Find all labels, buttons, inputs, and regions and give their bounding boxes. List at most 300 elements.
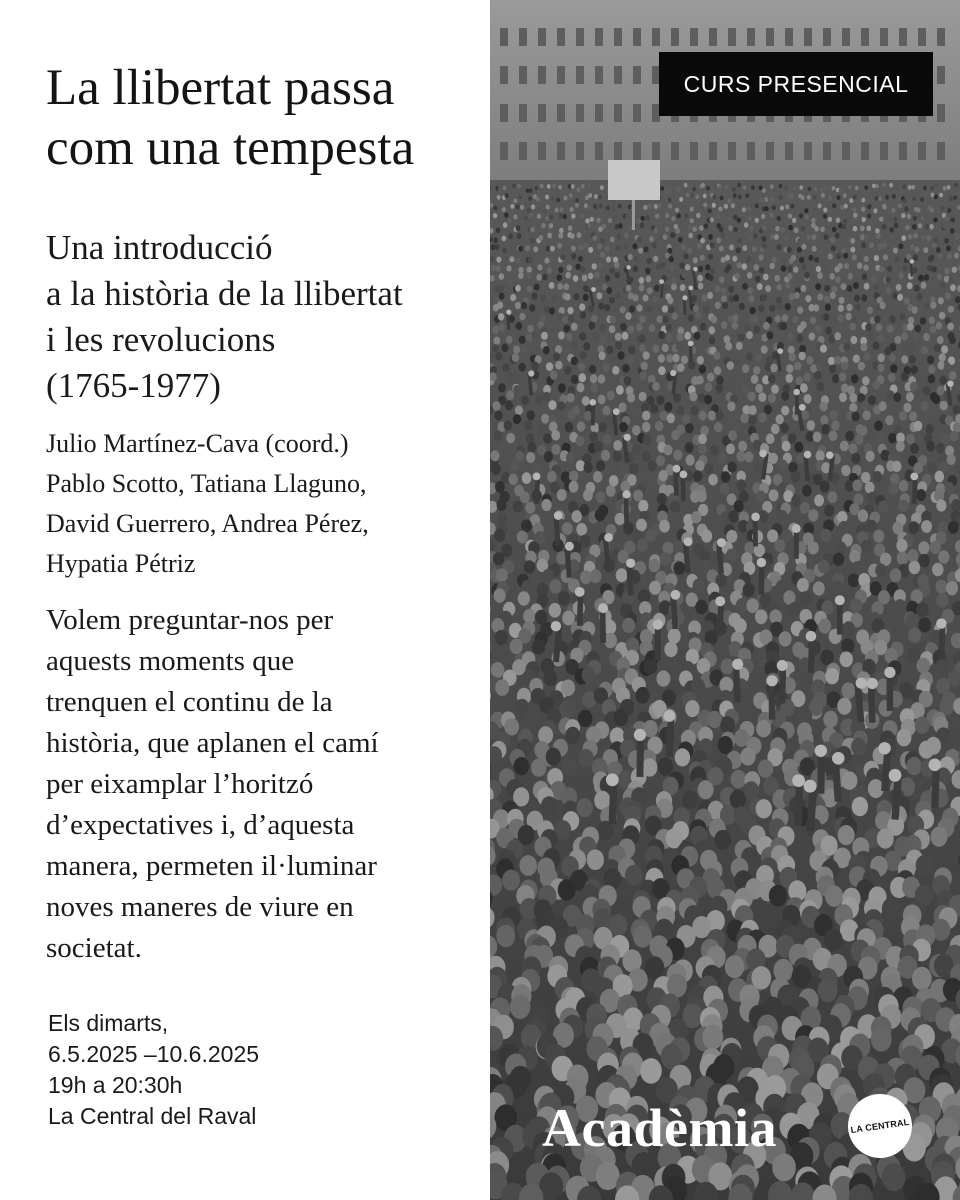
- crowd-head: [835, 541, 846, 554]
- crowd-head: [493, 430, 502, 441]
- crowd-head: [715, 302, 721, 309]
- crowd-head: [925, 224, 930, 230]
- crowd-head: [834, 356, 841, 365]
- crowd-head: [524, 560, 536, 574]
- crowd-head: [905, 225, 910, 231]
- crowd-head: [907, 282, 913, 289]
- crowd-head: [877, 364, 884, 373]
- crowd-head: [689, 392, 697, 402]
- crowd-head: [577, 232, 582, 238]
- crowd-head: [761, 214, 765, 219]
- crowd-head: [546, 362, 553, 371]
- crowd-head: [513, 198, 517, 203]
- crowd-head: [549, 215, 553, 220]
- crowd-head: [646, 276, 652, 283]
- crowd-head: [636, 687, 650, 704]
- crowd-head: [894, 223, 899, 229]
- raised-arm: [556, 516, 558, 546]
- crowd-head: [839, 372, 847, 381]
- crowd-head: [665, 226, 670, 232]
- crowd-head: [818, 560, 830, 574]
- raised-fist: [815, 745, 827, 757]
- crowd-head: [804, 214, 808, 219]
- crowd-head: [950, 431, 959, 442]
- crowd-head: [915, 324, 922, 332]
- crowd-head: [903, 185, 907, 190]
- crowd-head: [547, 471, 557, 483]
- crowd-head: [819, 618, 832, 633]
- crowd-head: [498, 187, 502, 192]
- crowd-head: [607, 391, 615, 401]
- crowd-head: [594, 441, 603, 452]
- sign-pole: [632, 200, 635, 230]
- crowd-head: [575, 203, 579, 208]
- crowd-head: [671, 216, 675, 221]
- crowd-head: [936, 593, 948, 607]
- crowd-head: [668, 628, 681, 643]
- crowd-head: [707, 292, 713, 299]
- raised-fist: [777, 660, 788, 671]
- crowd-head: [898, 272, 904, 279]
- building-window: [557, 28, 565, 46]
- crowd-head: [837, 314, 843, 322]
- crowd-head: [831, 245, 836, 251]
- crowd-head: [578, 363, 585, 372]
- subtitle-line: (1765-1977): [46, 366, 221, 405]
- crowd-head: [778, 460, 787, 471]
- crowd-head: [655, 421, 664, 431]
- crowd-head: [701, 183, 705, 188]
- crowd-head: [627, 355, 634, 364]
- crowd-head: [527, 442, 536, 453]
- crowd-head: [604, 304, 610, 311]
- raised-arm: [914, 476, 915, 503]
- crowd-head: [787, 266, 792, 272]
- crowd-head: [688, 224, 693, 230]
- crowd-head: [571, 253, 576, 259]
- crowd-head: [552, 184, 556, 189]
- crowd-head: [710, 445, 719, 456]
- crowd-head: [850, 598, 862, 613]
- crowd-head: [791, 495, 801, 507]
- raised-arm: [736, 664, 738, 702]
- crowd-head: [755, 204, 759, 209]
- crowd-head: [823, 264, 828, 270]
- raised-fist: [613, 408, 620, 415]
- crowd-head: [518, 195, 522, 200]
- crowd-head: [939, 193, 943, 198]
- crowd-head: [549, 603, 561, 618]
- crowd-head: [579, 332, 586, 340]
- building-window: [842, 142, 850, 160]
- crowd-head: [706, 186, 710, 191]
- course-type-badge: CURS PRESENCIAL: [659, 52, 933, 116]
- building-window: [576, 104, 584, 122]
- crowd-head: [828, 253, 833, 259]
- crowd-head: [828, 491, 838, 503]
- crowd-head: [815, 325, 822, 333]
- crowd-head: [570, 207, 574, 212]
- crowd-head: [542, 499, 552, 511]
- crowd-head: [888, 305, 894, 312]
- crowd-head: [580, 214, 584, 219]
- crowd-head: [796, 334, 803, 342]
- crowd-head: [838, 263, 843, 269]
- crowd-head: [733, 295, 739, 302]
- crowd-head: [861, 400, 869, 410]
- crowd-head: [693, 305, 699, 312]
- crowd-head: [776, 297, 782, 304]
- description-line: història, que aplanen el camí: [46, 727, 379, 759]
- crowd-head: [800, 383, 808, 392]
- crowd-head: [573, 275, 579, 282]
- crowd-head: [558, 185, 562, 190]
- crowd-head: [927, 356, 934, 365]
- raised-arm: [529, 374, 531, 396]
- crowd-head: [637, 237, 642, 243]
- crowd-head: [675, 748, 690, 766]
- crowd-head: [757, 283, 763, 290]
- crowd-head: [737, 183, 741, 188]
- building-window: [614, 142, 622, 160]
- crowd-head: [839, 393, 847, 403]
- raised-arm: [895, 775, 898, 819]
- crowd-head: [728, 462, 737, 473]
- crowd-head: [649, 324, 656, 332]
- crowd-head: [547, 267, 552, 273]
- crowd-head: [943, 223, 948, 229]
- crowd-head: [681, 272, 687, 279]
- crowd-head: [852, 561, 864, 575]
- crowd-head: [764, 206, 768, 211]
- crowd-head: [587, 183, 591, 188]
- crowd-head: [636, 304, 642, 311]
- crowd-head: [944, 276, 950, 283]
- raised-fist: [732, 659, 743, 670]
- crowd-head: [890, 568, 902, 582]
- crowd-head: [742, 207, 746, 212]
- crowd-head: [769, 453, 778, 464]
- crowd-head: [602, 224, 607, 230]
- crowd-head: [571, 285, 577, 292]
- crowd-head: [918, 223, 923, 229]
- crowd-head: [937, 386, 945, 395]
- crowd-head: [918, 541, 929, 554]
- crowd-head: [781, 391, 789, 401]
- crowd-head: [545, 216, 549, 221]
- crowd-head: [847, 285, 853, 292]
- crowd-head: [952, 267, 957, 273]
- raised-fist: [767, 675, 778, 686]
- crowd-head: [699, 365, 706, 374]
- crowd-head: [595, 509, 605, 521]
- schedule-time: 19h a 20:30h: [48, 1072, 183, 1098]
- crowd-head: [622, 364, 629, 373]
- crowd-head: [823, 187, 827, 192]
- crowd-head: [600, 238, 605, 244]
- crowd-head: [755, 384, 763, 393]
- crowd-head: [781, 227, 786, 233]
- building-window: [557, 66, 565, 84]
- crowd-head: [932, 243, 937, 249]
- crowd-head: [832, 374, 840, 383]
- crowd-head: [502, 870, 520, 891]
- crowd-head: [582, 275, 588, 282]
- crowd-head: [540, 184, 544, 189]
- crowd-head: [639, 344, 646, 352]
- crowd-head: [606, 485, 616, 497]
- crowd-head: [665, 213, 669, 218]
- crowd-head: [931, 827, 948, 847]
- crowd-head: [599, 352, 606, 361]
- crowd-head: [878, 501, 888, 513]
- crowd-head: [561, 680, 575, 697]
- crowd-head: [890, 473, 900, 485]
- crowd-head: [726, 530, 737, 543]
- crowd-head: [688, 314, 694, 322]
- crowd-head: [610, 316, 616, 324]
- crowd-head: [756, 799, 772, 818]
- crowd-head: [940, 206, 944, 211]
- crowd-head: [777, 510, 787, 522]
- crowd-head: [862, 217, 866, 222]
- raised-fist: [826, 451, 834, 459]
- crowd-head: [854, 295, 860, 302]
- crowd-head: [684, 332, 691, 340]
- crowd-head: [696, 213, 700, 218]
- crowd-head: [697, 356, 704, 365]
- building-window: [823, 28, 831, 46]
- crowd-head: [654, 204, 658, 209]
- crowd-head: [619, 464, 628, 475]
- crowd-head: [606, 256, 611, 262]
- raised-arm: [885, 748, 888, 791]
- crowd-head: [575, 198, 579, 203]
- crowd-head: [577, 421, 586, 431]
- crowd-head: [537, 264, 542, 270]
- building-window: [785, 28, 793, 46]
- crowd-head: [725, 255, 730, 261]
- building-window: [937, 142, 945, 160]
- crowd-head: [845, 431, 854, 442]
- crowd-head: [879, 217, 883, 222]
- crowd-head: [875, 564, 887, 578]
- crowd-head: [864, 283, 870, 290]
- crowd-head: [732, 421, 741, 431]
- crowd-head: [806, 234, 811, 240]
- crowd-head: [598, 302, 604, 309]
- crowd-head: [799, 213, 803, 218]
- crowd-head: [603, 363, 610, 372]
- crowd-head: [733, 227, 738, 233]
- crowd-head: [906, 757, 922, 775]
- crowd-head: [700, 238, 705, 244]
- crowd-head: [662, 316, 668, 324]
- raised-arm: [603, 608, 604, 643]
- crowd-head: [855, 186, 859, 191]
- crowd-head: [927, 235, 932, 241]
- crowd-head: [914, 285, 920, 292]
- crowd-head: [518, 246, 523, 252]
- crowd-head: [647, 287, 653, 294]
- crowd-head: [650, 404, 658, 414]
- crowd-head: [593, 204, 597, 209]
- crowd-head: [590, 374, 598, 383]
- crowd-head: [754, 462, 763, 473]
- crowd-head: [814, 226, 819, 232]
- crowd-head: [898, 203, 902, 208]
- crowd-head: [929, 317, 935, 325]
- crowd-head: [571, 214, 575, 219]
- crowd-head: [733, 193, 737, 198]
- crowd-head: [568, 410, 576, 420]
- crowd-head: [639, 284, 645, 291]
- crowd-head: [939, 353, 946, 362]
- crowd-head: [566, 452, 575, 463]
- crowd-head: [890, 364, 897, 373]
- crowd-head: [950, 284, 956, 291]
- crowd-head: [495, 352, 502, 361]
- crowd-head: [605, 246, 610, 252]
- crowd-head: [490, 450, 499, 461]
- crowd-head: [492, 344, 499, 352]
- raised-fist: [799, 404, 806, 411]
- crowd-head: [509, 256, 514, 262]
- crowd-head: [878, 196, 882, 201]
- crowd-head: [821, 424, 830, 434]
- crowd-head: [736, 248, 741, 254]
- crowd-head: [776, 244, 781, 250]
- crowd-head: [931, 186, 935, 191]
- crowd-head: [930, 325, 937, 333]
- raised-arm: [683, 474, 684, 501]
- crowd-head: [790, 194, 794, 199]
- crowd-head: [716, 384, 724, 393]
- crowd-head: [583, 242, 588, 248]
- crowd-head: [829, 411, 837, 421]
- crowd-head: [742, 245, 747, 251]
- raised-arm: [689, 288, 691, 305]
- crowd-head: [747, 207, 751, 212]
- crowd-head: [835, 276, 841, 283]
- raised-fist: [551, 621, 561, 631]
- crowd-head: [782, 529, 793, 542]
- crowd-head: [820, 415, 828, 425]
- raised-arm: [673, 373, 675, 395]
- crowd-head: [812, 234, 817, 240]
- crowd-head: [772, 205, 776, 210]
- crowd-head: [580, 535, 591, 548]
- crowd-head: [616, 568, 628, 582]
- building-window: [633, 104, 641, 122]
- crowd-head: [491, 265, 496, 271]
- crowd-head: [775, 315, 781, 323]
- crowd-head: [633, 266, 638, 272]
- crowd-head: [658, 331, 665, 339]
- crowd-head: [946, 245, 951, 251]
- crowd-head: [916, 489, 926, 501]
- crowd-head: [904, 297, 910, 304]
- crowd-head: [609, 297, 615, 304]
- crowd-head: [611, 207, 615, 212]
- crowd-head: [614, 530, 625, 543]
- crowd-head: [724, 204, 728, 209]
- crowd-head: [652, 382, 660, 391]
- crowd-head: [853, 213, 857, 218]
- crowd-head: [752, 198, 756, 203]
- raised-arm: [719, 543, 722, 574]
- crowd-head: [797, 247, 802, 253]
- crowd-head: [910, 382, 918, 391]
- building-window: [690, 142, 698, 160]
- crowd-head: [633, 294, 639, 301]
- crowd-head: [718, 453, 727, 464]
- crowd-head: [841, 248, 846, 254]
- crowd-head: [851, 374, 859, 383]
- crowd-head: [847, 273, 853, 280]
- crowd-head: [690, 193, 694, 198]
- crowd-head: [495, 481, 505, 493]
- crowd-head: [614, 262, 619, 268]
- crowd-head: [950, 228, 955, 234]
- crowd-head: [553, 352, 560, 361]
- crowd-head: [547, 184, 551, 189]
- crowd-head: [759, 254, 764, 260]
- crowd-head: [780, 423, 789, 433]
- crowd-head: [660, 552, 671, 565]
- crowd-head: [830, 292, 836, 299]
- crowd-head: [903, 403, 911, 413]
- crowd-head: [808, 187, 812, 192]
- crowd-head: [593, 471, 603, 483]
- crowd-head: [938, 550, 949, 563]
- crowd-head: [814, 371, 822, 380]
- authors-line: Pablo Scotto, Tatiana Llaguno,: [46, 469, 367, 498]
- raised-fist: [792, 524, 801, 533]
- crowd-head: [494, 411, 502, 421]
- crowd-head: [825, 668, 839, 684]
- crowd-head: [947, 454, 956, 465]
- crowd-head: [671, 277, 677, 284]
- crowd-head: [908, 628, 921, 643]
- crowd-head: [732, 322, 739, 330]
- crowd-head: [790, 204, 794, 209]
- crowd-head: [850, 247, 855, 253]
- crowd-head: [718, 207, 722, 212]
- crowd-head: [671, 284, 677, 291]
- crowd-head: [618, 223, 623, 229]
- raised-arm: [810, 786, 814, 831]
- crowd-head: [841, 362, 848, 371]
- crowd-head: [663, 234, 668, 240]
- crowd-head: [739, 303, 745, 310]
- crowd-head: [682, 414, 690, 424]
- description-line: societat.: [46, 932, 142, 964]
- raised-fist: [693, 267, 697, 271]
- crowd-head: [562, 758, 578, 776]
- building-window: [595, 66, 603, 84]
- raised-fist: [684, 537, 693, 546]
- crowd-head: [928, 365, 935, 374]
- raised-arm: [720, 601, 721, 635]
- crowd-head: [888, 433, 897, 444]
- crowd-head: [886, 287, 892, 294]
- crowd-head: [615, 292, 621, 299]
- crowd-head: [590, 383, 598, 392]
- crowd-head: [925, 424, 934, 434]
- raised-arm: [669, 716, 671, 757]
- crowd-head: [708, 254, 713, 260]
